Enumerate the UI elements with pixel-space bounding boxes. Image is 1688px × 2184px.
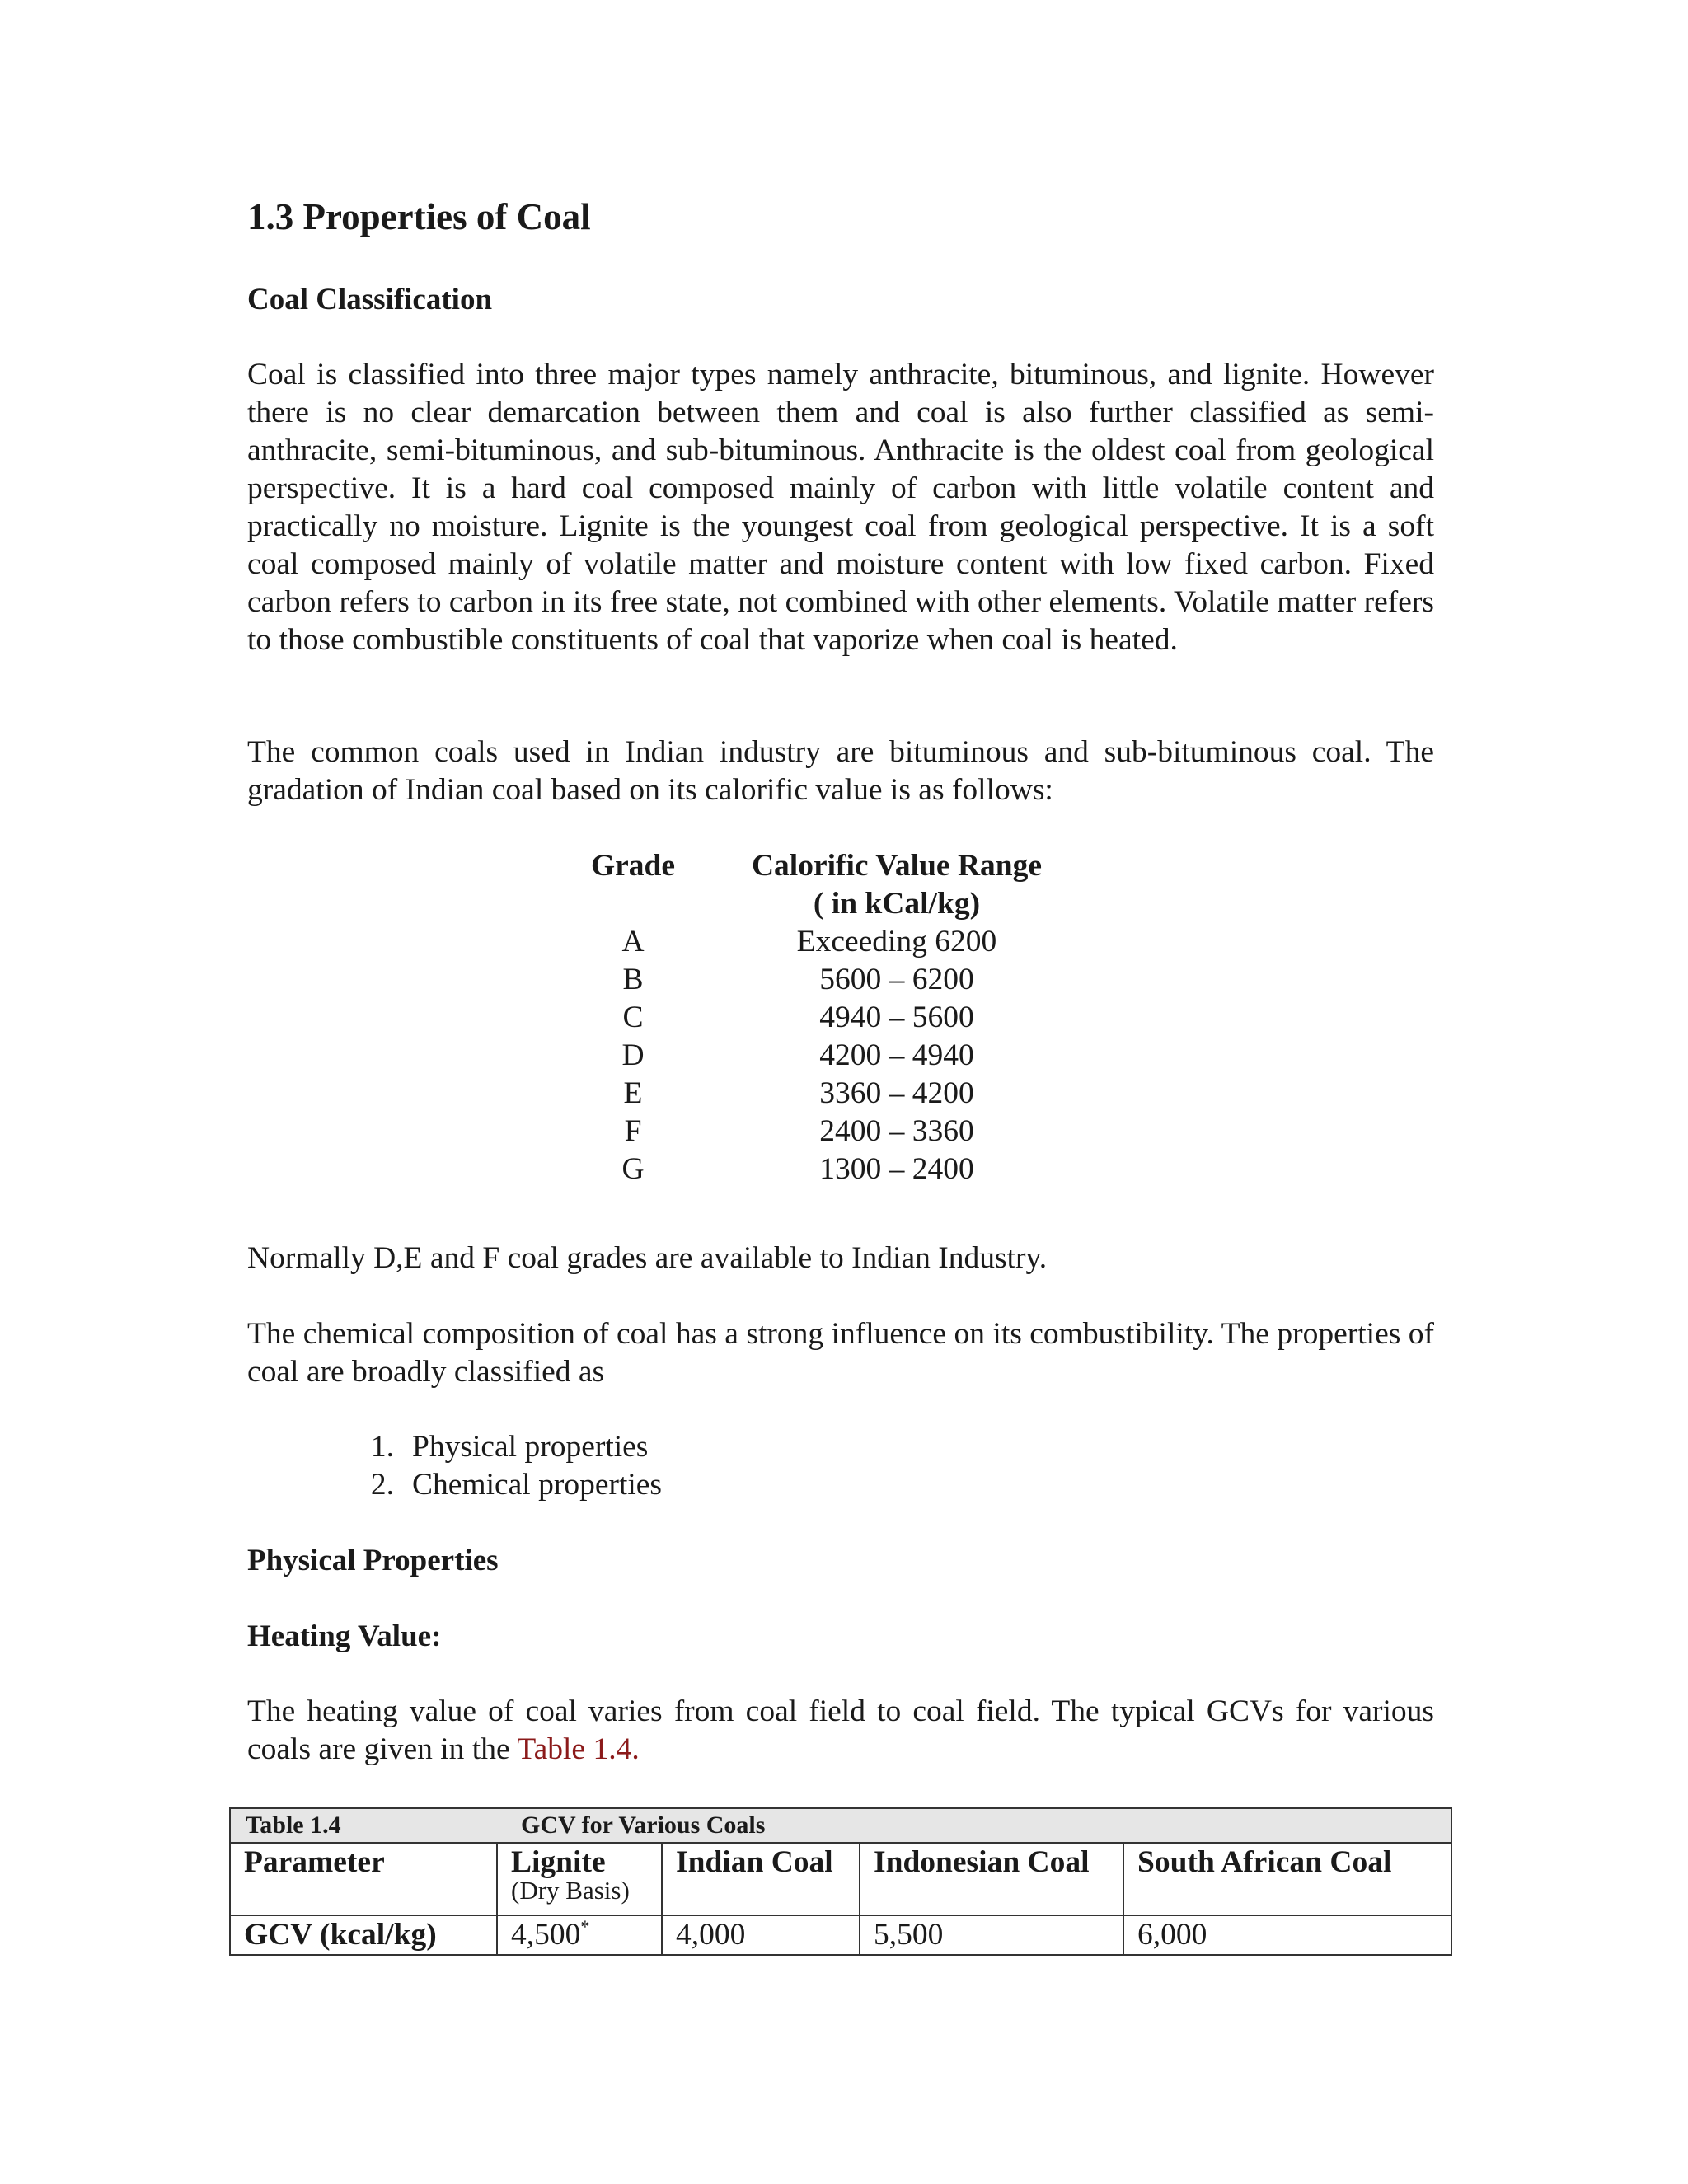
range-cell: 3360 – 4200	[819, 1076, 974, 1110]
range-cell: 2400 – 3360	[819, 1114, 974, 1148]
header-parameter: Parameter	[244, 1845, 385, 1879]
paragraph-normally: Normally D,E and F coal grades are available to Indian Industry.	[247, 1241, 1048, 1275]
grade-cell: C	[622, 1001, 644, 1034]
grade-cell: E	[623, 1076, 643, 1110]
range-cell: 4940 – 5600	[819, 1001, 974, 1034]
gcv-table-header-row	[231, 1844, 1451, 1916]
grade-row	[247, 1113, 1434, 1151]
grade-row	[247, 961, 1434, 999]
grade-row	[247, 1075, 1434, 1113]
paragraph-common-coals: The common coals used in Indian industry are bituminous and sub-bituminous coal. The gradation of Indian coal based on its calorific value is as follows:	[247, 735, 1434, 807]
table-reference-link[interactable]: Table 1.4.	[517, 1732, 640, 1766]
list-number: 2.	[370, 1468, 394, 1502]
list-number: 1.	[370, 1430, 394, 1464]
grade-cell: B	[622, 963, 644, 996]
header-lignite-cell	[496, 1844, 661, 1915]
table-id: Table 1.4	[246, 1811, 341, 1839]
header-lignite: Lignite	[511, 1845, 606, 1879]
value-indian-coal: 4,000	[661, 1916, 859, 1954]
gcv-table	[229, 1807, 1452, 1956]
calorific-unit: ( in kCal/kg)	[813, 887, 981, 921]
header-indonesian-coal: Indonesian Coal	[859, 1844, 1123, 1915]
paragraph-heating-value	[247, 1693, 1434, 1769]
grade-table	[247, 847, 1434, 1188]
header-indian-coal: Indian Coal	[661, 1844, 859, 1915]
range-cell: 4200 – 4940	[819, 1038, 974, 1072]
grade-cell: G	[621, 1152, 645, 1186]
grade-cell: A	[621, 925, 645, 958]
value-lignite: 4,500	[511, 1918, 581, 1952]
list-text: Chemical properties	[412, 1468, 663, 1502]
grade-header: Grade	[590, 849, 676, 883]
grade-row	[247, 1151, 1434, 1188]
paragraph-classification: Coal is classified into three major types namely anthracite, bituminous, and lignite. However there is no clear demarcation between them and coal is also further classified as semi- anthracite, semi-bituminous, and sub-bituminous. Anthracite is the oldest coal from geological perspective. It is a hard coal composed mainly of carbon with little volatile content and practically no moisture. Lignite is the youngest coal from geological perspective. It is a soft coal composed mainly of volatile matter and moisture content with low fixed carbon. Fixed carbon refers to carbon in its free state, not combined with other elements. Volatile matter refers to those combustible constituents of coal that vaporize when coal is heated.	[247, 358, 1434, 657]
table-row	[231, 1916, 1451, 1954]
footnote-mark: *	[580, 1916, 590, 1937]
header-lignite-basis: (Dry Basis)	[511, 1876, 630, 1905]
list-text: Physical properties	[412, 1430, 649, 1464]
grade-table-header	[247, 847, 1434, 885]
heading-heating-value: Heating Value:	[247, 1619, 442, 1653]
value-indonesian-coal: 5,500	[859, 1916, 1123, 1954]
row-label-gcv: GCV (kcal/kg)	[244, 1918, 437, 1952]
heading-physical-properties: Physical Properties	[247, 1544, 499, 1577]
grade-table-unit-row	[247, 885, 1434, 923]
grade-cell: D	[621, 1038, 645, 1072]
grade-row	[247, 1037, 1434, 1075]
paragraph-chemical-composition: The chemical composition of coal has a strong influence on its combustibility. The properties of coal are broadly classified as	[247, 1317, 1434, 1389]
heading-coal-classification: Coal Classification	[247, 283, 493, 316]
grade-cell: F	[624, 1114, 642, 1148]
value-lignite-cell	[496, 1916, 661, 1954]
range-cell: 5600 – 6200	[819, 963, 974, 996]
gcv-table-caption	[231, 1809, 1451, 1844]
grade-row	[247, 999, 1434, 1037]
calorific-header: Calorific Value Range	[751, 849, 1043, 883]
table-title: GCV for Various Coals	[521, 1811, 766, 1839]
header-south-african-coal: South African Coal	[1123, 1844, 1451, 1915]
range-cell: Exceeding 6200	[796, 925, 997, 958]
range-cell: 1300 – 2400	[819, 1152, 974, 1186]
heating-intro-text: The heating value of coal varies from coal field to coal field. The typical GCVs for various coals are given in the	[247, 1694, 1434, 1766]
section-title: 1.3 Properties of Coal	[247, 196, 591, 237]
value-south-african-coal: 6,000	[1123, 1916, 1451, 1954]
grade-row	[247, 923, 1434, 961]
